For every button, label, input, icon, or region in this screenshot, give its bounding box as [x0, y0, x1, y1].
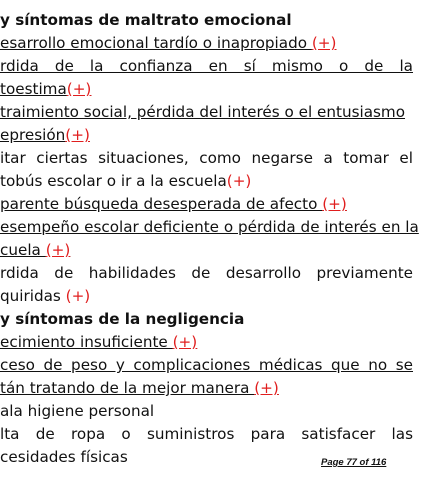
- list-item[interactable]: cuela (+): [0, 241, 71, 259]
- expand-plus-link[interactable]: (+): [66, 80, 92, 98]
- list-item[interactable]: rdida de la confianza en sí mismo o de la: [0, 57, 413, 75]
- list-item: rdida de habilidades de desarrollo previamente: [0, 264, 413, 282]
- list-item[interactable]: epresión(+): [0, 126, 90, 144]
- list-item[interactable]: ecimiento insuficiente (+): [0, 333, 198, 351]
- list-item: lta de ropa o suministros para satisfacer las: [0, 425, 413, 443]
- expand-plus-link[interactable]: (+): [65, 126, 90, 144]
- page-number: Page 77 of 116: [321, 457, 387, 468]
- expand-plus-link[interactable]: (+): [172, 333, 198, 351]
- expand-plus-link[interactable]: (+): [45, 241, 71, 259]
- list-item[interactable]: traimiento social, pérdida del interés o el entusiasmo: [0, 103, 406, 121]
- list-item[interactable]: ceso de peso y complicaciones médicas que no se: [0, 356, 413, 374]
- list-item[interactable]: tán tratando de la mejor manera (+): [0, 379, 279, 397]
- section-heading-emotional-abuse: y síntomas de maltrato emocional: [0, 11, 292, 29]
- expand-plus-link[interactable]: (+): [311, 34, 337, 52]
- list-item: quiridas (+): [0, 287, 91, 305]
- list-item: cesidades físicas: [0, 448, 128, 466]
- list-item: tobús escolar o ir a la escuela(+): [0, 172, 252, 190]
- list-item: itar ciertas situaciones, como negarse a tomar el: [0, 149, 413, 167]
- expand-plus-link[interactable]: (+): [65, 287, 91, 305]
- expand-plus-link[interactable]: (+): [254, 379, 279, 397]
- list-item[interactable]: esarrollo emocional tardío o inapropiado (+): [0, 34, 337, 52]
- list-item[interactable]: esempeño escolar deficiente o pérdida de interés en la: [0, 218, 419, 236]
- document-body: [0, 9, 419, 469]
- list-item: ala higiene personal: [0, 402, 155, 420]
- section-heading-neglect: y síntomas de la negligencia: [0, 310, 245, 328]
- expand-plus-link[interactable]: (+): [226, 172, 252, 190]
- expand-plus-link[interactable]: (+): [322, 195, 347, 213]
- list-item[interactable]: parente búsqueda desesperada de afecto (+): [0, 195, 347, 213]
- list-item[interactable]: toestima(+): [0, 80, 92, 98]
